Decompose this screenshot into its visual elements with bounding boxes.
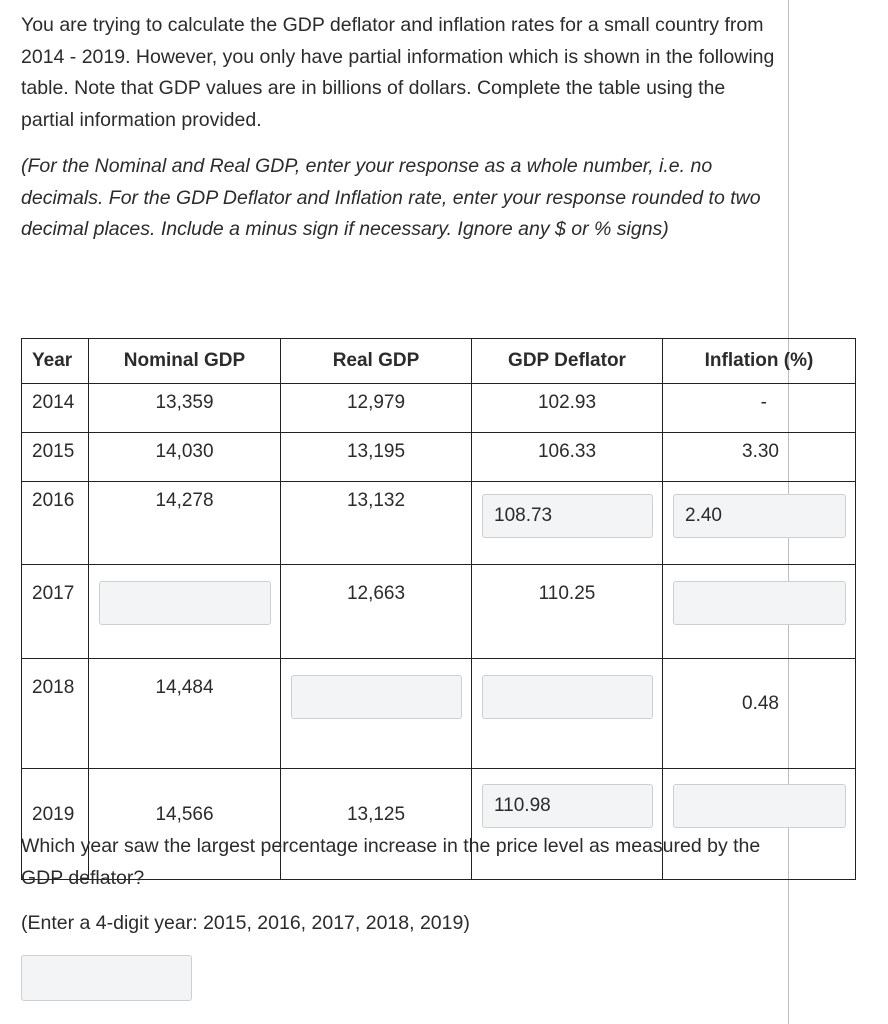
header-gdp-deflator: GDP Deflator (472, 339, 663, 384)
table-row (22, 482, 856, 565)
header-inflation: Inflation (%) (663, 339, 856, 384)
header-real-gdp: Real GDP (281, 339, 472, 384)
question-text: Which year saw the largest percentage increase in the price level as measured by the GDP deflator? (21, 835, 761, 889)
header-year: Year (22, 339, 89, 384)
nominal-gdp-cell: 14,484 (89, 659, 281, 769)
inflation-input[interactable] (673, 784, 846, 828)
nominal-gdp-cell: 14,030 (89, 433, 281, 482)
year-cell: 2016 (22, 482, 89, 565)
inflation-cell (663, 482, 856, 565)
question-hint: (Enter a 4-digit year: 2015, 2016, 2017, 2018, 2019) (21, 912, 470, 934)
gdp-deflator-input[interactable] (482, 675, 653, 719)
header-nominal-gdp: Nominal GDP (89, 339, 281, 384)
nominal-gdp-cell: 14,566 (89, 769, 281, 880)
nominal-gdp-cell: 13,359 (89, 384, 281, 433)
year-cell: 2019 (22, 769, 89, 880)
year-cell: 2017 (22, 565, 89, 659)
inflation-cell (663, 565, 856, 659)
year-cell: 2014 (22, 384, 89, 433)
answer-input[interactable] (21, 955, 192, 1001)
gdp-deflator-cell: 106.33 (472, 433, 663, 482)
inflation-cell: - (663, 384, 856, 433)
nominal-gdp-input[interactable] (99, 581, 271, 625)
gdp-deflator-cell: 102.93 (472, 384, 663, 433)
problem-intro: You are trying to calculate the GDP deflator and inflation rates for a small country from 2014 - 2019. However, you only have partial information which is shown in the following table. Note that GDP values are in billions of dollars. Complete the table using the partial information provided. (21, 14, 775, 131)
table-row (22, 433, 856, 482)
table-row (22, 659, 856, 769)
real-gdp-cell: 13,195 (281, 433, 472, 482)
real-gdp-cell: 13,132 (281, 482, 472, 565)
year-cell: 2015 (22, 433, 89, 482)
inflation-input[interactable] (673, 581, 846, 625)
table-row (22, 384, 856, 433)
gdp-deflator-input[interactable]: 108.73 (482, 494, 653, 538)
gdp-deflator-cell (472, 482, 663, 565)
year-cell: 2018 (22, 659, 89, 769)
table-header-row (22, 339, 856, 384)
inflation-cell: 3.30 (663, 433, 856, 482)
real-gdp-cell: 13,125 (281, 769, 472, 880)
nominal-gdp-cell (89, 565, 281, 659)
real-gdp-cell (281, 659, 472, 769)
gdp-deflator-cell (472, 659, 663, 769)
inflation-input[interactable]: 2.40 (673, 494, 846, 538)
table-row (22, 565, 856, 659)
real-gdp-cell: 12,979 (281, 384, 472, 433)
gdp-table (21, 338, 856, 880)
nominal-gdp-cell: 14,278 (89, 482, 281, 565)
real-gdp-cell: 12,663 (281, 565, 472, 659)
real-gdp-input[interactable] (291, 675, 462, 719)
gdp-deflator-cell: 110.25 (472, 565, 663, 659)
gdp-deflator-input[interactable]: 110.98 (482, 784, 653, 828)
inflation-cell: 0.48 (663, 659, 856, 769)
problem-instructions: (For the Nominal and Real GDP, enter your response as a whole number, i.e. no decimals. For the GDP Deflator and Inflation rate, enter your response rounded to two decimal places. Include a minus sign if necessary. Ignore any $ or % signs) (21, 155, 761, 240)
